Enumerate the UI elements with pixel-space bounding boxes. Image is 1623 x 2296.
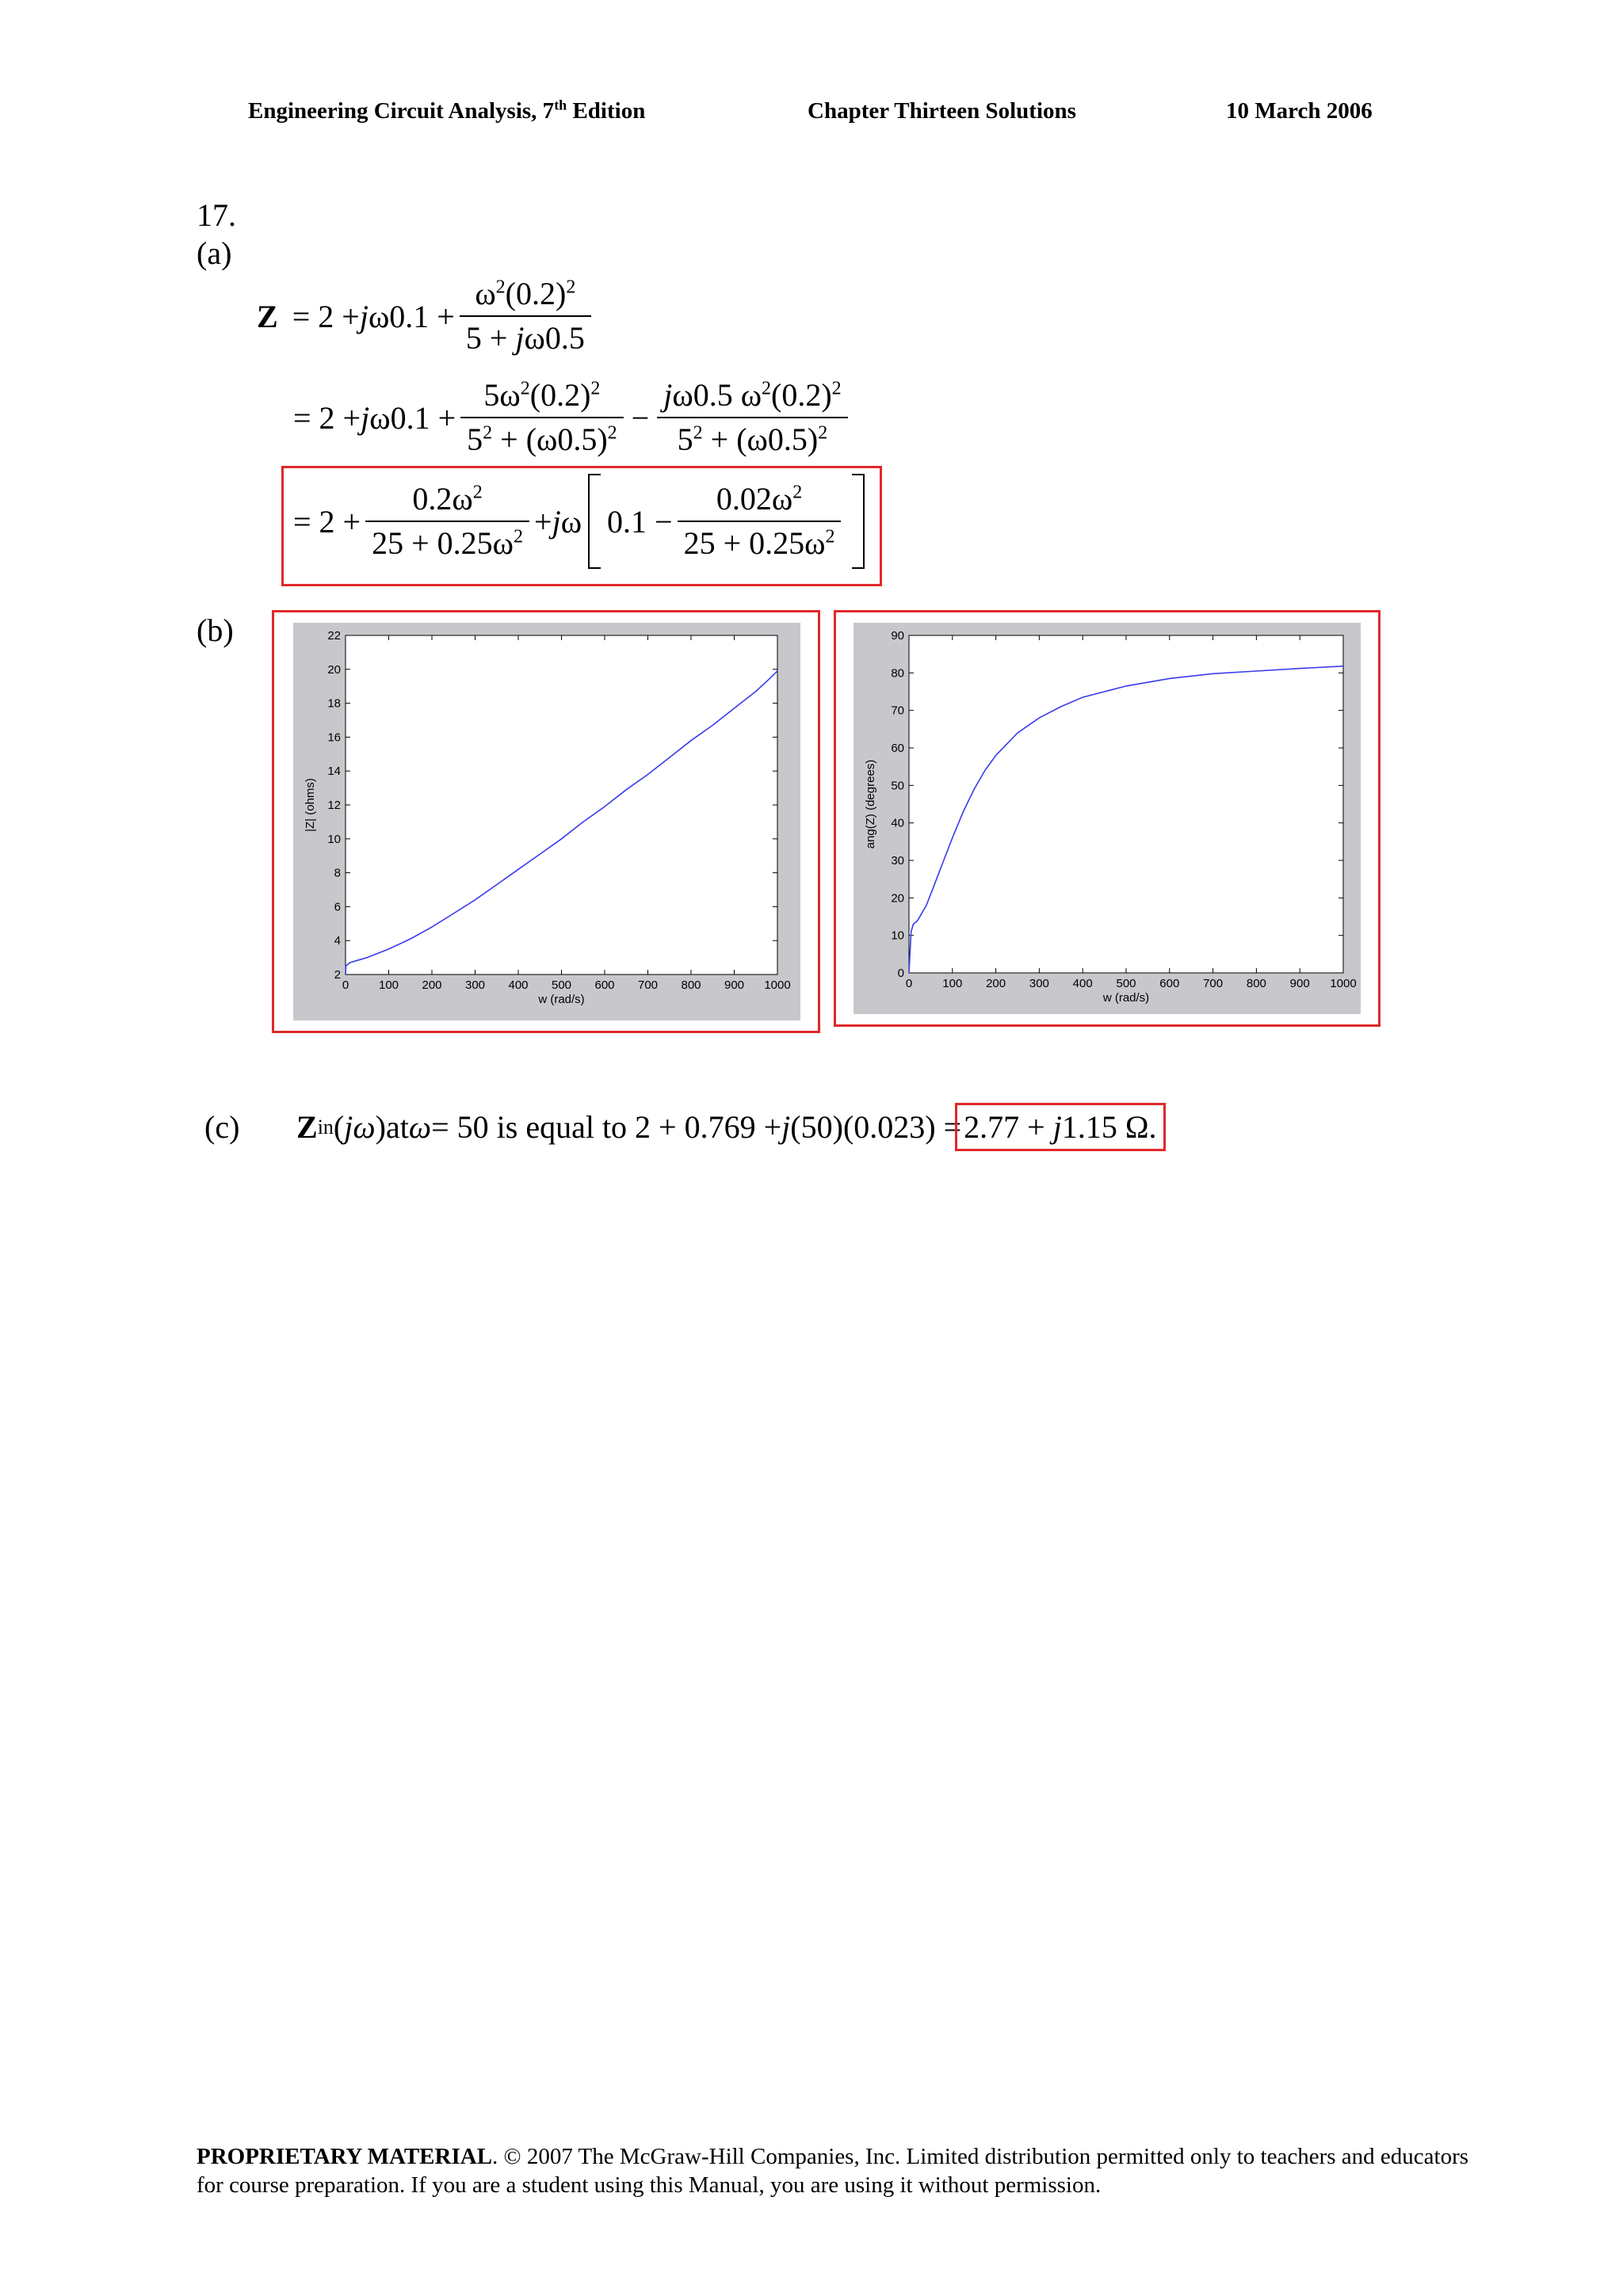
magnitude-plot-svg <box>293 623 800 1020</box>
y-axis-label: |Z| (ohms) <box>304 778 317 832</box>
x-tick-label: 1000 <box>1330 977 1357 990</box>
phase-plot-svg <box>854 623 1361 1014</box>
x-tick-label: 800 <box>1246 977 1266 990</box>
equation-3: = 2 + $\frac{0.2\omega^2}{25 + 0.25\omega^2}$ + j ω 0.1 − $\frac{0.02\omega^2}{25 + 0.25\omega^2}$ <box>293 474 871 569</box>
y-tick-label: 40 <box>891 816 904 830</box>
y-tick-label: 20 <box>891 891 904 906</box>
part-c-label: (c) <box>204 1109 240 1145</box>
x-tick-label: 600 <box>1159 977 1180 990</box>
y-tick-label: 18 <box>327 696 341 711</box>
y-tick-label: 10 <box>327 832 341 846</box>
x-tick-label: 600 <box>594 978 615 992</box>
y-tick-label: 10 <box>891 929 904 943</box>
x-tick-label: 500 <box>551 978 572 992</box>
y-tick-label: 2 <box>334 968 341 982</box>
x-tick-label: 400 <box>508 978 529 992</box>
part-a-label: (a) <box>197 235 232 271</box>
x-tick-label: 700 <box>637 978 659 992</box>
x-tick-label: 300 <box>464 978 486 992</box>
x-tick-label: 0 <box>905 977 913 990</box>
y-tick-label: 70 <box>891 704 904 718</box>
y-tick-label: 16 <box>327 730 341 745</box>
plot-area <box>346 635 777 974</box>
equation-1: Z = 2 + j ω0.1 + $\frac{\omega^2(0.2)^2}{5 + j\omega 0.5}$ <box>257 273 596 360</box>
fraction: $\frac{0.02\omega^2}{25 + 0.25\omega^2}$ <box>678 478 842 565</box>
x-tick-label: 500 <box>1116 977 1136 990</box>
x-tick-label: 1000 <box>764 978 791 992</box>
y-tick-label: 90 <box>891 629 904 643</box>
part-c-line: (c) Z in ( j ω ) at ω = 50 is equal to 2 + 0.769 + j (50)(0.023) = 2.77 + j1.15 Ω. <box>204 1103 1166 1151</box>
y-tick-label: 50 <box>891 779 904 793</box>
y-tick-label: 30 <box>891 854 904 868</box>
x-tick-label: 800 <box>681 978 701 992</box>
x-tick-label: 900 <box>1289 977 1310 990</box>
y-tick-label: 8 <box>334 866 341 880</box>
fraction: $\frac{0.2\omega^2}{25 + 0.25\omega^2}$ <box>365 478 529 565</box>
y-axis-label: ang(Z) (degrees) <box>864 759 877 849</box>
x-tick-label: 200 <box>422 978 442 992</box>
x-tick-label: 100 <box>942 977 963 990</box>
x-tick-label: 100 <box>378 978 399 992</box>
fraction: $\frac{5\omega^2(0.2)^2}{5^2 + (\omega 0.5)^2}$ <box>460 374 624 461</box>
fraction: $\frac{j\omega 0.5 \omega^2(0.2)^2}{5^2 + (\omega 0.5)^2}$ <box>657 374 847 461</box>
answer-box: 2.77 + j1.15 Ω. <box>955 1103 1165 1151</box>
y-tick-label: 14 <box>327 765 341 779</box>
x-tick-label: 700 <box>1203 977 1224 990</box>
x-tick-label: 900 <box>724 978 745 992</box>
phase-plot <box>854 623 1361 1014</box>
left-bracket <box>588 474 601 569</box>
y-tick-label: 0 <box>897 967 904 980</box>
x-axis-label: w (rad/s) <box>1102 991 1150 1005</box>
x-tick-label: 0 <box>342 978 349 992</box>
y-tick-label: 6 <box>334 900 341 914</box>
x-tick-label: 400 <box>1072 977 1093 990</box>
y-tick-label: 80 <box>891 666 904 681</box>
y-tick-label: 20 <box>327 662 341 677</box>
part-b-label: (b) <box>197 612 234 648</box>
y-tick-label: 22 <box>327 629 341 643</box>
header-book-title: Engineering Circuit Analysis, 7th Edition <box>248 97 646 124</box>
footer-copyright: PROPRIETARY MATERIAL. © 2007 The McGraw-Hill Companies, Inc. Limited distribution permitted only to teachers and educators for course preparation. If you are a student using this Manual, you are using it without permission. <box>197 2144 1469 2198</box>
x-tick-label: 300 <box>1029 977 1049 990</box>
fraction: $\frac{\omega^2(0.2)^2}{5 + j\omega 0.5}$ <box>460 273 591 360</box>
header-chapter: Chapter Thirteen Solutions <box>808 98 1076 124</box>
right-bracket <box>852 474 865 569</box>
x-tick-label: 200 <box>986 977 1006 990</box>
y-tick-label: 12 <box>327 799 341 812</box>
y-tick-label: 60 <box>891 742 904 755</box>
problem-number: 17. <box>197 197 236 233</box>
x-axis-label: w (rad/s) <box>538 993 585 1006</box>
header-date: 10 March 2006 <box>1226 98 1373 124</box>
impedance-symbol: Z <box>257 298 278 334</box>
equation-2: = 2 + j ω0.1 + $\frac{5\omega^2(0.2)^2}{5^2 + (\omega 0.5)^2}$ − $\frac{j\omega 0.5 \omega^2(0.2)^2}{5^2 + (\omega 0.5)^2}$ <box>293 374 853 461</box>
y-tick-label: 4 <box>334 934 341 948</box>
magnitude-plot <box>293 623 800 1020</box>
